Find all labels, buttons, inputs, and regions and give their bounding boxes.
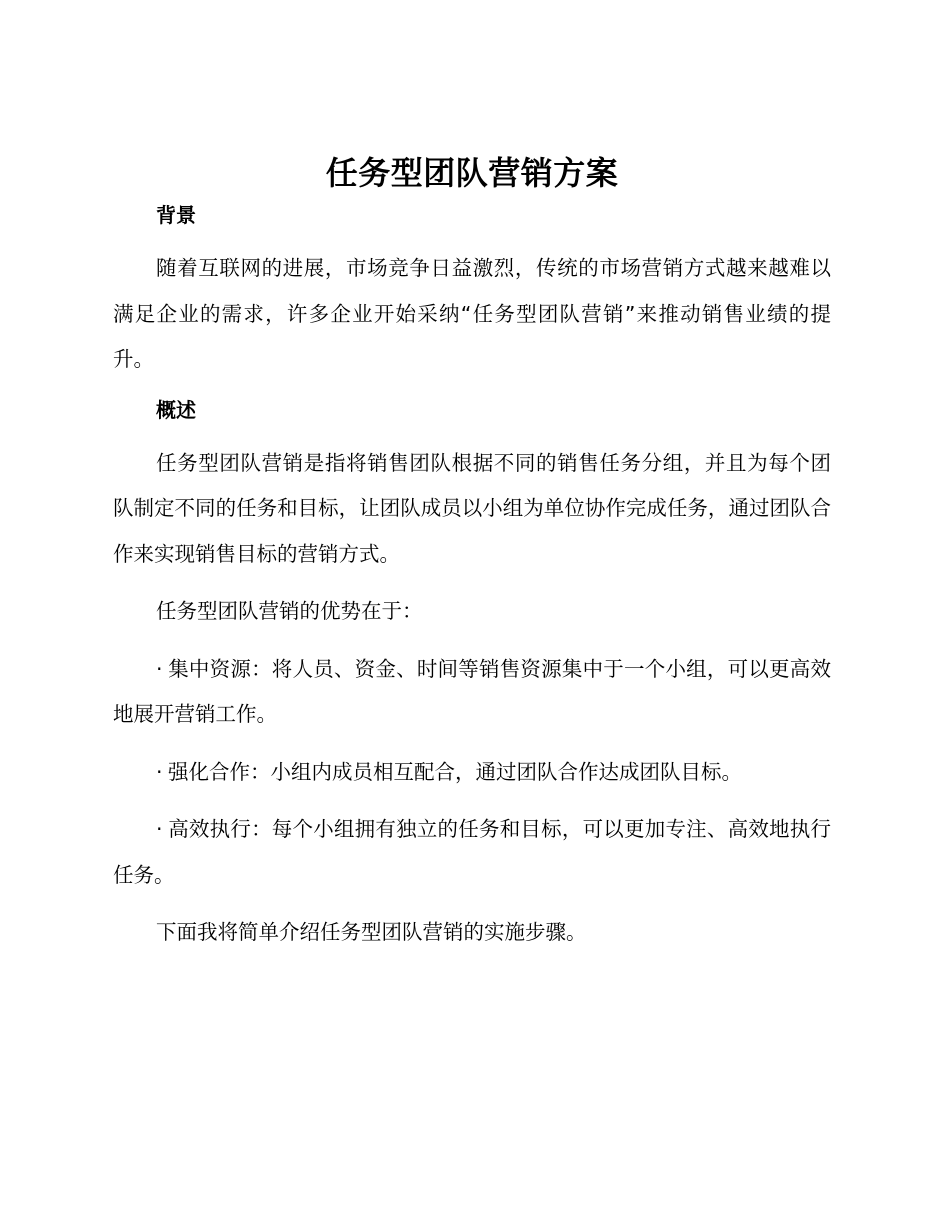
advantage-item-1 — [113, 647, 831, 738]
closing-paragraph: 下面我将简单介绍任务型团队营销的实施步骤。 — [156, 920, 587, 944]
document-page — [113, 150, 831, 968]
advantage-item-2 — [113, 750, 831, 796]
advantages-intro: 任务型团队营销的优势在于： — [156, 599, 423, 623]
advantage-text: 强化合作：小组内成员相互配合，通过团队合作达成团队目标。 — [168, 759, 742, 784]
background-paragraph: 随着互联网的进展，市场竞争日益激烈，传统的市场营销方式越来越难以满足企业的需求，许多企业开始采纳“任务型团队营销”来推动销售业绩的提升。 — [113, 256, 831, 371]
bullet-mark: · — [156, 817, 163, 841]
advantage-item-3 — [113, 807, 831, 898]
advantage-text: 集中资源：将人员、资金、时间等销售资源集中于一个小组，可以更高效地展开营销工作。 — [113, 656, 831, 726]
overview-heading: 概述 — [156, 397, 196, 422]
document-title: 任务型团队营销方案 — [325, 154, 619, 192]
bullet-mark: · — [156, 656, 163, 681]
overview-paragraph: 任务型团队营销是指将销售团队根据不同的销售任务分组，并且为每个团队制定不同的任务和目标，让团队成员以小组为单位协作完成任务，通过团队合作来实现销售目标的营销方式。 — [113, 450, 831, 566]
advantage-text: 高效执行：每个小组拥有独立的任务和目标，可以更加专注、高效地执行任务。 — [113, 817, 831, 887]
background-heading: 背景 — [156, 203, 196, 227]
bullet-mark: · — [156, 759, 163, 784]
